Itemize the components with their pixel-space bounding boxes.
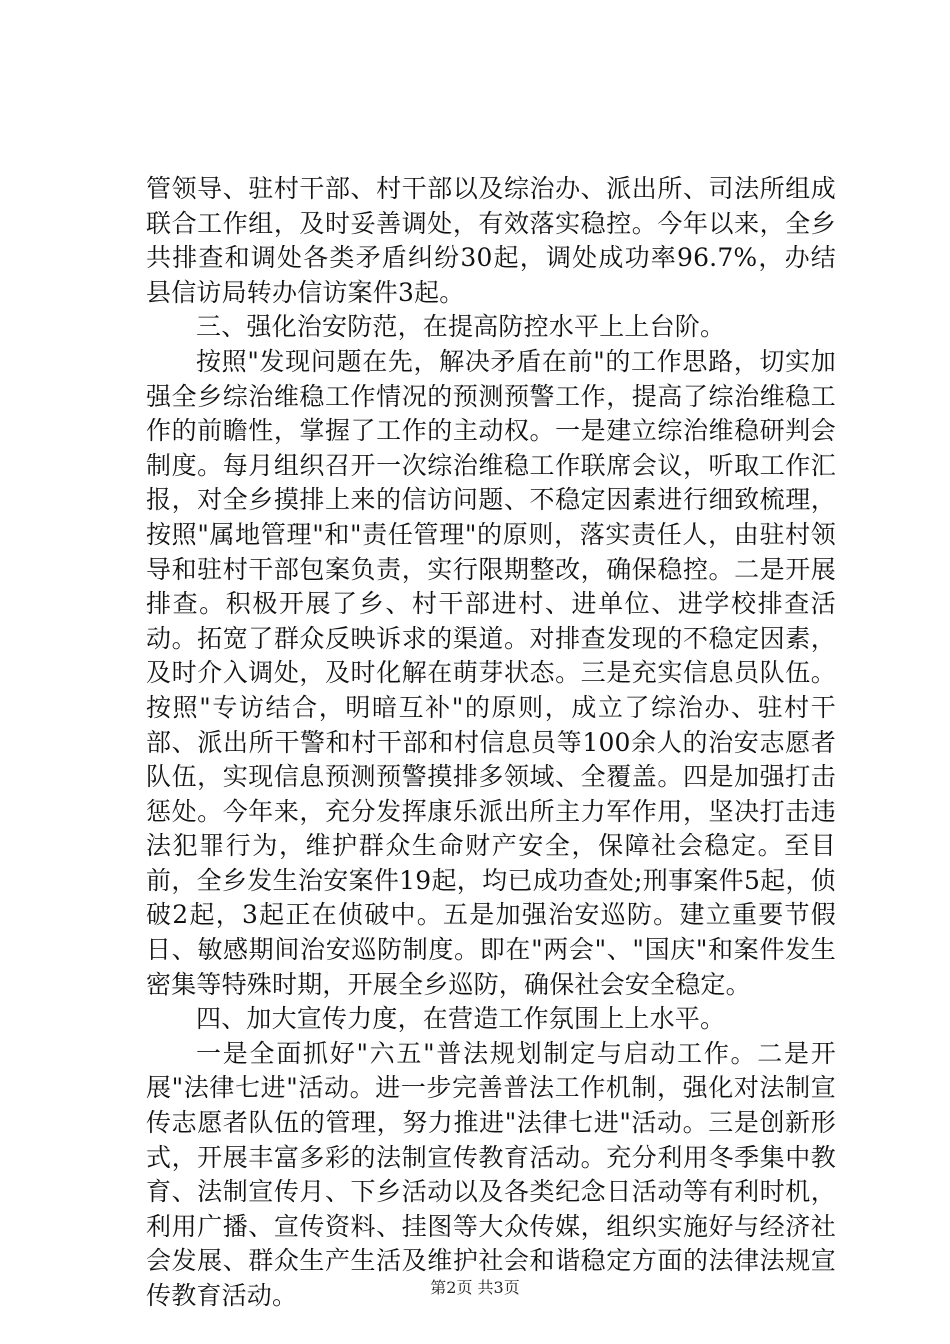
section-heading-4: 四、加大宣传力度，在营造工作氛围上上水平。	[196, 1004, 726, 1034]
document-body	[146, 172, 836, 1314]
paragraph-security-measures: 按照"发现问题在先，解决矛盾在前"的工作思路，切实加强全乡综治维稳工作情况的预测预警工作，提高了综治维稳工作的前瞻性，掌握了工作的主动权。一是建立综治维稳研判会制度。每月组织召开一次综治维稳工作联席会议，听取工作汇报，对全乡摸排上来的信访问题、不稳定因素进行细致梳理，按照"属地管理"和"责任管理"的原则，落实责任人，由驻村领导和驻村干部包案负责，实行限期整改，确保稳控。二是开展排查。积极开展了乡、村干部进村、进单位、进学校排查活动。拓宽了群众反映诉求的渠道。对排查发现的不稳定因素，及时介入调处，及时化解在萌芽状态。三是充实信息员队伍。按照"专访结合，明暗互补"的原则，成立了综治办、驻村干部、派出所干警和村干部和村信息员等100余人的治安志愿者队伍，实现信息预测预警摸排多领域、全覆盖。四是加强打击惩处。今年来，充分发挥康乐派出所主力军作用，坚决打击违法犯罪行为，维护群众生命财产安全，保障社会稳定。至目前，全乡发生治安案件19起，均已成功查处;刑事案件5起，侦破2起，3起正在侦破中。五是加强治安巡防。建立重要节假日、敏感期间治安巡防制度。即在"两会"、"国庆"和案件发生密集等特殊时期，开展全乡巡防，确保社会安全稳定。	[146, 346, 836, 999]
section-heading-3: 三、强化治安防范，在提高防控水平上上台阶。	[196, 312, 726, 342]
page-number-label: 第2页 共3页	[430, 1278, 520, 1297]
paragraph-legal-education: 一是全面抓好"六五"普法规划制定与启动工作。二是开展"法律七进"活动。进一步完善普法工作机制，强化对法制宣传志愿者队伍的管理，努力推进"法律七进"活动。三是创新形式，开展丰富多彩的法制宣传教育活动。充分利用冬季集中教育、法制宣传月、下乡活动以及各类纪念日活动等有利时机，利用广播、宣传资料、挂图等大众传媒，组织实施好与经济社会发展、群众生产生活及维护社会和谐稳定方面的法律法规宣传教育活动。	[146, 1038, 836, 1310]
paragraph-continuation: 管领导、驻村干部、村干部以及综治办、派出所、司法所组成联合工作组，及时妥善调处，有效落实稳控。今年以来，全乡共排查和调处各类矛盾纠纷30起，调处成功率96.7%，办结县信访局转办信访案件3起。	[146, 174, 836, 307]
page-footer	[0, 1278, 950, 1298]
